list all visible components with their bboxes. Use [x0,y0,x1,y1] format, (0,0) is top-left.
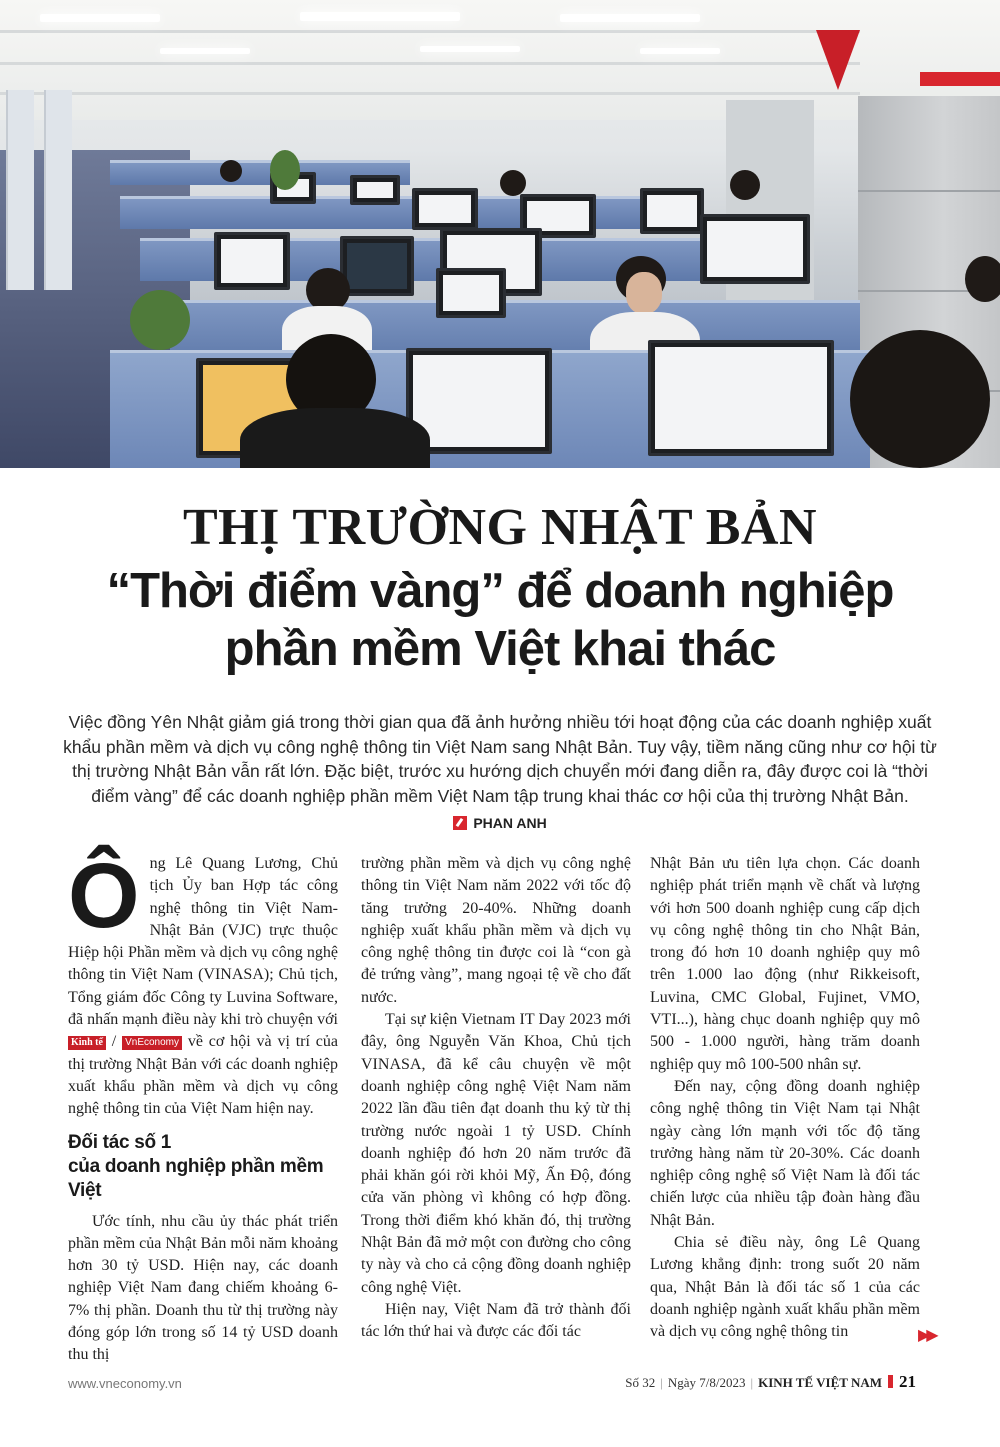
section-subhead [68,1131,338,1203]
byline [0,815,1000,831]
photo-light [560,14,700,22]
footer-website: www.vneconomy.vn [68,1376,182,1391]
continue-arrow-icon: ▶▶ [918,1325,935,1344]
footer-red-mark [888,1375,893,1388]
photo-person-face [626,272,662,314]
footer-separator: | [750,1375,754,1390]
photo-monitor [640,188,704,234]
footer-separator: | [660,1375,663,1390]
body-paragraph [68,845,338,1121]
body-column-2 [361,853,631,1344]
photo-monitor [412,188,478,230]
photo-monitor [648,340,834,456]
issue-number: Số 32 [625,1375,656,1390]
subhead-line-2: của doanh nghiệp phần mềm Việt [68,1155,324,1201]
photo-light [160,48,250,54]
photo-plant [130,290,190,350]
photo-plant [270,150,300,190]
body-column-1 [68,845,338,1367]
body-text: ng Lê Quang Lương, Chủ tịch Ủy ban Hợp tác công nghệ thông tin Việt Nam-Nhật Bản (VJC) trực thuộc Hiệp hội Phần mềm và dịch vụ công nghệ thông tin Việt Nam (VINASA); Chủ tịch, Tổng giám đốc Công ty Luvina Software, đã nhấn mạnh điều này khi trò chuyện với [68,855,338,1029]
body-paragraph: trường phần mềm và dịch vụ công nghệ thông tin Việt Nam năm 2022 với tốc độ tăng trưởng 20-40%. Những doanh nghiệp xuất khẩu phần mềm và dịch vụ công nghệ thông tin được coi là “con gà đẻ trứng vàng”, mang ngoại tệ về cho đất nước. [361,855,631,1006]
photo-light [300,12,460,21]
photo-person-shirt [240,408,430,468]
drop-cap: Ô [68,845,140,947]
body-paragraph: Hiện nay, Việt Nam đã trở thành đối tác lớn thứ hai và được các đối tác [361,1300,631,1341]
logo-separator: / [105,1033,123,1051]
photo-light [420,46,520,52]
photo-ceiling-grid [0,92,860,95]
photo-light [640,48,720,54]
accent-red-tab [920,72,1000,86]
hero-photo [0,0,1000,468]
headline-kicker: THỊ TRƯỜNG NHẬT BẢN [182,499,818,556]
body-column-3 [650,853,920,1344]
photo-person-head [730,170,760,200]
vneconomy-logo: VnEconomy [122,1036,182,1050]
photo-laptop [436,268,506,318]
page-number: 21 [899,1372,916,1391]
photo-window [44,90,72,290]
photo-ceiling-grid [0,62,860,65]
body-paragraph: Tại sự kiện Vietnam IT Day 2023 mới đây, ông Nguyễn Văn Khoa, Chủ tịch VINASA, đã kể câu chuyện về một doanh nghiệp công nghệ Việt Nam năm 2022 lần đầu tiên đạt doanh thu kỷ từ thị trường nước ngoài 1 tỷ USD. Chính doanh nghiệp đó hơn 20 năm trước đã phải khăn gói rời khỏi Mỹ, Ấn Độ, đóng cửa văn phòng vì không có hợp đồng. Trong thời điểm khó khăn đó, thị trường Nhật Bản đã mở một con đường cho công ty này và cho cả cộng đồng doanh nghiệp công nghệ Việt. [361,1011,631,1296]
footer-folio [625,1372,916,1392]
body-paragraph: Nhật Bản ưu tiên lựa chọn. Các doanh nghiệp phát triển mạnh về chất và lượng với hơn 500 doanh nghiệp cung cấp dịch vụ công nghệ thông tin cho Nhật Bản, trong đó hơn 10 doanh nghiệp quy mô trên 1.000 lao động (như Rikkeisoft, Luvina, CMC Global, Fujinet, VMO, VTI...), hàng chục doanh nghiệp quy mô 500 - 1.000 người, hàng trăm doanh nghiệp quy mô 100-500 nhân sự. [650,855,920,1073]
photo-monitor [214,232,290,290]
photo-cabinet-line [858,190,1000,192]
photo-person-head [220,160,242,182]
headline [0,562,1000,678]
headline-line-2: phần mềm Việt khai thác [224,622,776,676]
author-name: PHAN ANH [473,815,547,831]
issue-date: Ngày 7/8/2023 [667,1375,746,1390]
photo-ceiling-grid [0,30,860,33]
body-text: về cơ hội và vị trí của thị trường Nhật Bản với các doanh nghiệp xuất khẩu phần mềm và dịch vụ công nghệ thông tin của Việt Nam hiện nay. [68,1033,338,1118]
photo-person-head [850,330,990,468]
photo-person-head [500,170,526,196]
body-paragraph: Chia sẻ điều này, ông Lê Quang Lương khẳng định: trong suốt 20 năm qua, Nhật Bản là đối tác số 1 của các doanh nghiệp ngành xuất khẩu phần mềm và dịch vụ công nghệ thông tin [650,1234,920,1341]
photo-monitor [340,236,414,296]
kinh-te-logo: Kinh tế [68,1036,106,1050]
body-paragraph: Ước tính, nhu cầu ủy thác phát triển phần mềm của Nhật Bản mỗi năm khoảng hơn 30 tỷ USD. Hiện nay, các doanh nghiệp Việt Nam đang chiếm khoảng 6-7% thị phần. Doanh thu từ thị trường này đóng góp lớn trong số 14 tỷ USD doanh thu thị [68,1212,338,1364]
photo-monitor [350,175,400,205]
photo-light [40,14,160,22]
magazine-name: KINH TẾ VIỆT NAM [758,1375,882,1390]
pen-icon [453,816,467,830]
headline-line-1: “Thời điểm vàng” để doanh nghiệp [106,564,894,618]
body-paragraph: Đến nay, cộng đồng doanh nghiệp công nghệ thông tin Việt Nam tại Nhật ngày càng lớn mạnh với tốc độ tăng trưởng hàng năm từ 20-30%. Các doanh nghiệp công nghệ số Việt Nam là đối tác chiến lược của nhiều tập đoàn hàng đầu Nhật Bản. [650,1077,920,1229]
photo-monitor [700,214,810,284]
lead-paragraph: Việc đồng Yên Nhật giảm giá trong thời gian qua đã ảnh hưởng nhiều tới hoạt động của các doanh nghiệp xuất khẩu phần mềm và dịch vụ công nghệ thông tin Việt Nam sang Nhật Bản. Tuy vậy, tiềm năng cũng như cơ hội từ thị trường Nhật Bản vẫn rất lớn. Đặc biệt, trước xu hướng dịch chuyển mới đang diễn ra, đây được coi là “thời điểm vàng” để các doanh nghiệp phần mềm Việt Nam tập trung khai thác cơ hội của thị trường Nhật Bản. [63,712,937,806]
subhead-line-1: Đối tác số 1 [68,1131,172,1153]
photo-pennant [816,30,860,90]
photo-window [6,90,34,290]
photo-person-head [965,256,1000,302]
